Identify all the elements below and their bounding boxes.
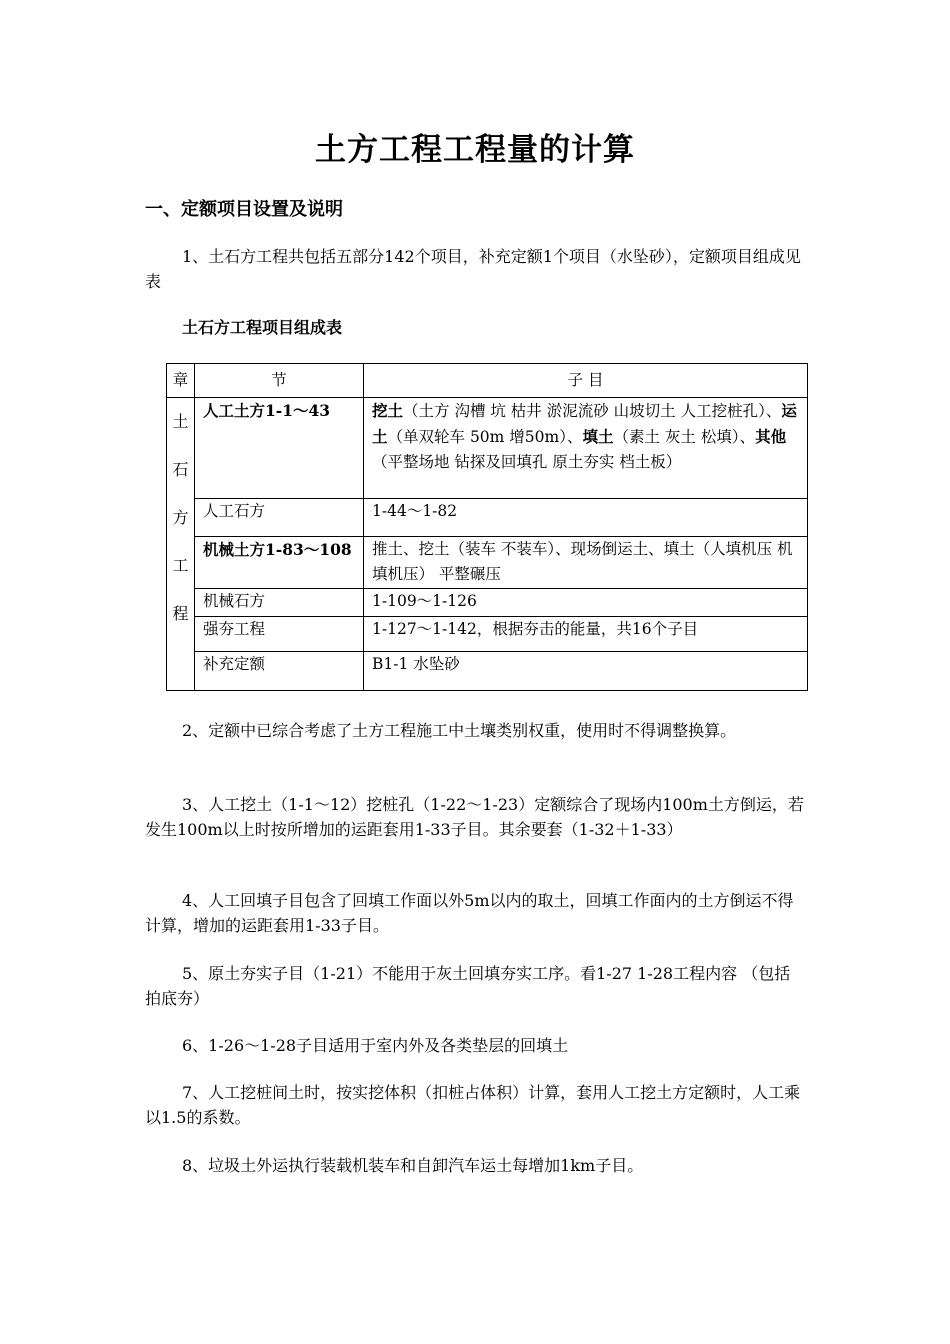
item-text: （土方 沟槽 坑 枯井 淤泥流砂 山坡切土 人工挖桩孔）、 (403, 402, 782, 420)
composition-table (166, 363, 808, 691)
items-cell (364, 398, 808, 499)
table-row (167, 499, 808, 537)
section-cell: 机械石方 (195, 589, 364, 617)
section-cell: 人工石方 (195, 499, 364, 537)
item-text: （素土 灰土 松填）、 (613, 428, 756, 446)
chapter-char: 程 (172, 604, 189, 623)
table-row (167, 398, 808, 499)
paragraph-2: 2、定额中已综合考虑了土方工程施工中土壤类别权重，使用时不得调整换算。 (182, 721, 737, 740)
item-keyword: 其他 (755, 427, 787, 446)
items-cell: 推土、挖土（装车 不装车）、现场倒运土、填土（人填机压 机填机压） 平整碾压 (364, 537, 808, 589)
table-header-row (167, 364, 808, 398)
item-text: （单双轮车 50m 增50m）、 (387, 428, 583, 446)
item-keyword: 挖土 (372, 401, 404, 420)
item-keyword: 运土 (372, 401, 797, 446)
table-row (167, 652, 808, 691)
table-caption: 土石方工程项目组成表 (182, 318, 343, 337)
chapter-char: 土 (172, 412, 189, 431)
chapter-cell (167, 398, 195, 691)
header-section: 节 (195, 364, 364, 398)
chapter-char: 石 (172, 460, 189, 479)
paragraph-8: 8、垃圾土外运执行装载机装车和自卸汽车运土每增加1km子目。 (182, 1156, 644, 1175)
item-keyword: 填土 (582, 427, 614, 446)
section-cell: 人工土方1-1～43 (195, 398, 364, 499)
section-cell: 补充定额 (195, 652, 364, 691)
table-row (167, 537, 808, 589)
items-cell: 1-127～1-142，根据夯击的能量，共16个子目 (364, 617, 808, 652)
items-cell: B1-1 水坠砂 (364, 652, 808, 691)
section-heading: 一、定额项目设置及说明 (145, 199, 343, 220)
chapter-char: 方 (172, 508, 189, 527)
section-cell: 机械土方1-83～108 (195, 537, 364, 589)
paragraph-3: 3、人工挖土（1-1～12）挖桩孔（1-22～1-23）定额综合了现场内100m土方倒运，若发生100m以上时按所增加的运距套用1-33子目。其余要套（1-32＋1-33） (145, 795, 804, 839)
header-items: 子 目 (364, 364, 808, 398)
paragraph-7: 7、人工挖桩间土时，按实挖体积（扣桩占体积）计算，套用人工挖土方定额时，人工乘以1.5的系数。 (145, 1083, 801, 1127)
chapter-char: 工 (172, 556, 189, 575)
section-cell: 强夯工程 (195, 617, 364, 652)
page-title: 土方工程工程量的计算 (315, 132, 635, 168)
paragraph-1: 1、土石方工程共包括五部分142个项目，补充定额1个项目（水坠砂），定额项目组成见表 (145, 247, 801, 291)
item-text: （平整场地 钻探及回填孔 原土夯实 档土板） (372, 453, 682, 471)
table-row (167, 589, 808, 617)
items-cell: 1-109～1-126 (364, 589, 808, 617)
table-row (167, 617, 808, 652)
paragraph-5: 5、原土夯实子目（1-21）不能用于灰土回填夯实工序。看1-27 1-28工程内容 （包括拍底夯） (145, 964, 791, 1008)
paragraph-6: 6、1-26～1-28子目适用于室内外及各类垫层的回填土 (182, 1036, 569, 1055)
header-chapter: 章 (167, 364, 195, 398)
items-cell: 1-44～1-82 (364, 499, 808, 537)
paragraph-4: 4、人工回填子目包含了回填工作面以外5m以内的取土，回填工作面内的土方倒运不得计算，增加的运距套用1-33子目。 (145, 891, 794, 935)
